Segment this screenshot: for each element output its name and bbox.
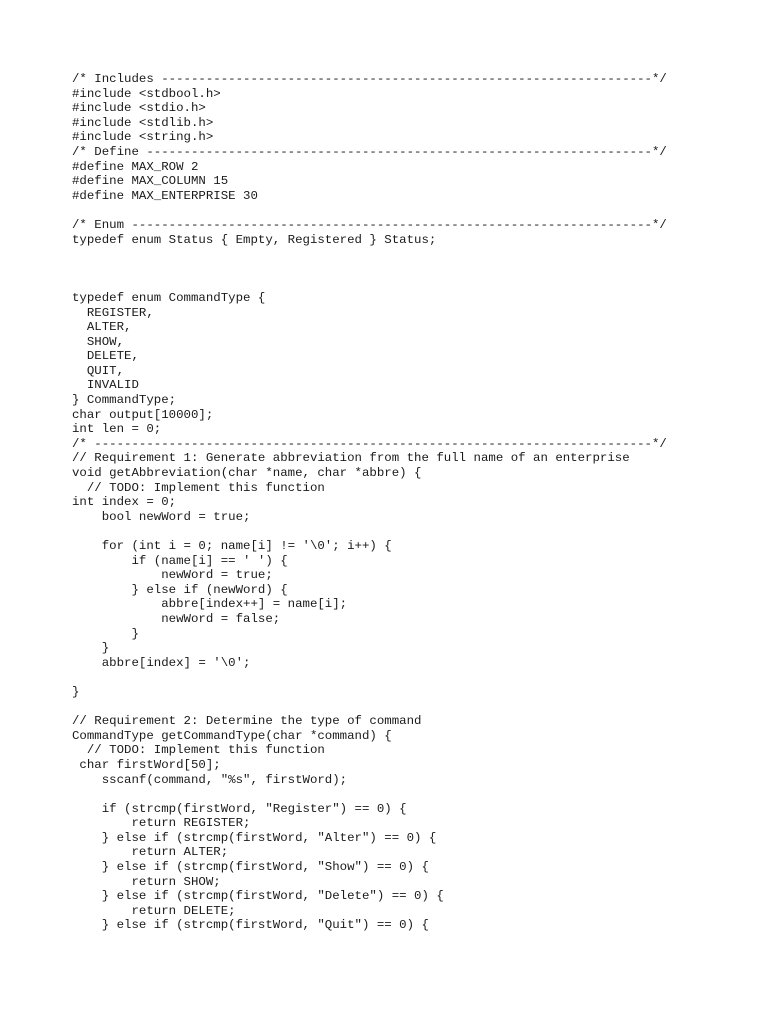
code-line: return REGISTER; [72, 816, 251, 831]
code-line: } else if (newWord) { [72, 582, 288, 597]
code-line: return SHOW; [72, 874, 221, 889]
code-line: } [72, 684, 80, 699]
code-line [72, 787, 692, 802]
code-line: CommandType getCommandType(char *command) { [72, 728, 392, 743]
code-line: DELETE, [72, 349, 139, 364]
code-line: // TODO: Implement this function [72, 480, 325, 495]
code-line: sscanf(command, "%s", firstWord); [72, 772, 348, 787]
code-line: INVALID [72, 378, 139, 393]
code-line [72, 700, 692, 715]
code-line: typedef enum Status { Empty, Registered } Status; [72, 232, 437, 247]
code-line: } CommandType; [72, 393, 177, 408]
code-line: // Requirement 1: Generate abbreviation from the full name of an enterprise [72, 451, 630, 466]
code-line: } [72, 626, 139, 641]
code-line: SHOW, [72, 334, 125, 349]
code-line: #define MAX_ROW 2 [72, 159, 199, 174]
code-line: REGISTER, [72, 305, 154, 320]
code-line [72, 262, 692, 277]
code-line: /* Enum ----------------------------------------------------------------------*/ [72, 217, 667, 232]
code-line: /* Includes ------------------------------------------------------------------*/ [72, 72, 667, 86]
code-line: #define MAX_ENTERPRISE 30 [72, 188, 258, 203]
code-line [72, 203, 692, 218]
code-line: /* Define --------------------------------------------------------------------*/ [72, 144, 667, 159]
code-line: abbre[index] = '\0'; [72, 655, 251, 670]
code-line: // TODO: Implement this function [72, 743, 325, 758]
code-line: QUIT, [72, 363, 125, 378]
code-line: } else if (strcmp(firstWord, "Show") == 0) { [72, 860, 429, 875]
code-line: #include <stdbool.h> [72, 86, 221, 101]
code-line: // Requirement 2: Determine the type of command [72, 714, 422, 729]
code-line: bool newWord = true; [72, 509, 251, 524]
code-line: return DELETE; [72, 903, 236, 918]
code-listing [72, 72, 692, 933]
code-line: /* ---------------------------------------------------------------------------*/ [72, 436, 667, 451]
code-line [72, 670, 692, 685]
code-line: } else if (strcmp(firstWord, "Alter") == 0) { [72, 830, 437, 845]
code-line: newWord = false; [72, 611, 281, 626]
code-line: char firstWord[50]; [72, 757, 221, 772]
code-line [72, 276, 692, 291]
code-line: #include <string.h> [72, 130, 214, 145]
code-line: newWord = true; [72, 568, 273, 583]
code-line: if (name[i] == ' ') { [72, 553, 288, 568]
code-line: void getAbbreviation(char *name, char *abbre) { [72, 466, 422, 481]
code-line: } else if (strcmp(firstWord, "Quit") == 0) { [72, 918, 429, 933]
code-line [72, 524, 692, 539]
code-line: if (strcmp(firstWord, "Register") == 0) { [72, 801, 407, 816]
code-line: char output[10000]; [72, 407, 214, 422]
code-line [72, 247, 692, 262]
code-line: } [72, 641, 110, 656]
code-line: typedef enum CommandType { [72, 290, 266, 305]
code-line: int index = 0; [72, 495, 177, 510]
code-line: int len = 0; [72, 422, 162, 437]
code-line: #include <stdlib.h> [72, 115, 214, 130]
code-line: for (int i = 0; name[i] != '\0'; i++) { [72, 539, 392, 553]
code-line: #define MAX_COLUMN 15 [72, 174, 229, 189]
code-line: abbre[index++] = name[i]; [72, 597, 348, 612]
code-line: return ALTER; [72, 845, 229, 860]
code-line: ALTER, [72, 320, 132, 335]
code-line: #include <stdio.h> [72, 101, 206, 116]
code-line: } else if (strcmp(firstWord, "Delete") == 0) { [72, 889, 444, 904]
